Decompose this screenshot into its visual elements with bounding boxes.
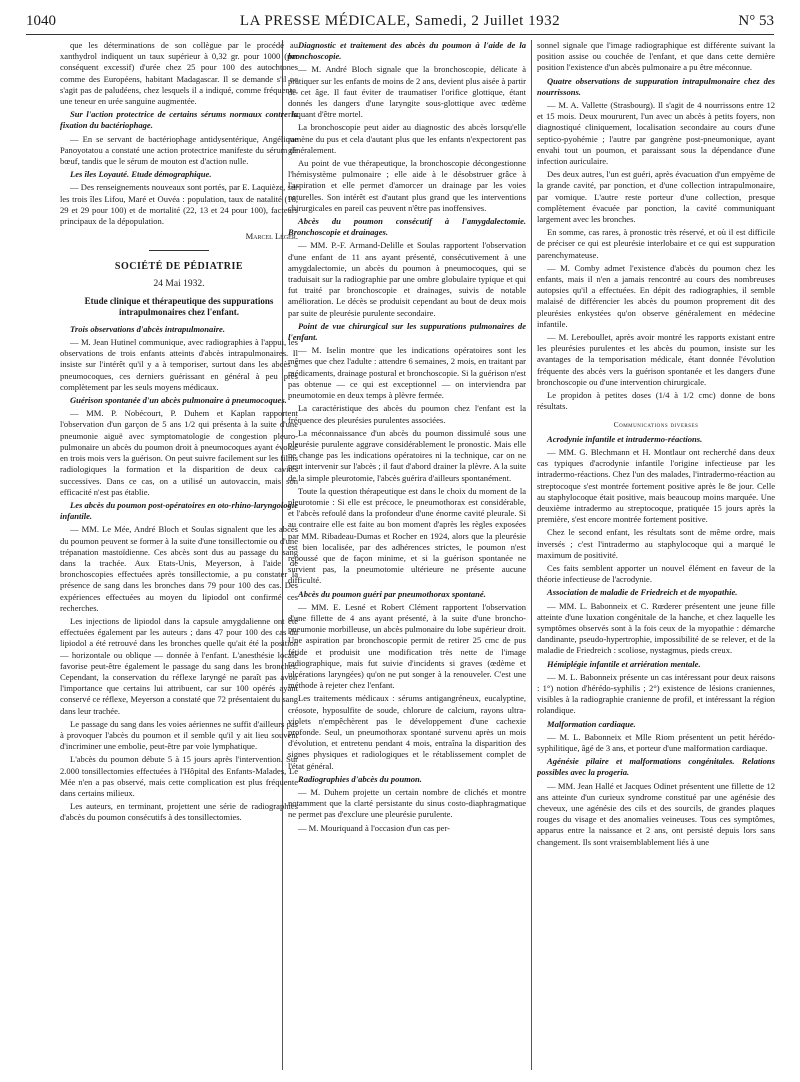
subsection-heading: Communications diverses xyxy=(613,419,699,429)
article-heading: Association de maladie de Friedreich et de myopathie. xyxy=(547,587,738,598)
paragraph: Les auteurs, en terminant, projettent une série de radiographies d'abcès du poumon consécutifs à des tonsillectomies. xyxy=(60,801,298,823)
paragraph: — MM. Jean Hallé et Jacques Odinet présentent une fillette de 12 ans atteinte d'un curieux syndrome constitué par une agénésie des cheveux, une agénésie des cils et des sourcils, de grandes plaques rouges du visage et des anomalies veineuses. Tous ces symptômes, apparus entre la naissance et 2 ans, ont persisté depuis lors sans changement. Ils sont vraisemblablement liés à une xyxy=(537,780,775,847)
section-divider xyxy=(149,250,209,251)
paragraph: — MM. Le Mée, André Bloch et Soulas signalent que les abcès du poumon peuvent se former à la suite d'une tonsillectomie ou d'une trépanation mastoïdienne. Ces abcès sont dus au passage du sang dans la trachée. Aux Etats-Unis, Meyerson, à l'aide de bronchoscopies effectuées après tonsillectomie, a pu constater la présence de sang dans les bronches dans 79 pour 100 des cas. Des expériences effectuées au moyen du lipiodol ont confirmé ces recherches. xyxy=(60,524,298,613)
paragraph: La méconnaissance d'un abcès du poumon dissimulé sous une pleurésie purulente aggrave considérablement le pronostic. Mais elle ne change pas les indications opératoires ni la technique, car on ne peut intervenir sur l'abcès ; il faut d'abord drainer la plèvre. A la suite de la simple pleurotomie, l'abcès guérira d'ailleurs spontanément. xyxy=(288,427,526,483)
article-heading: Guérison spontanée d'un abcès pulmonaire à pneumocoques. xyxy=(70,395,287,406)
paragraph: Chez le second enfant, les résultats sont de même ordre, mais inversés ; c'est l'intradermo au staphylocoque qui a marqué le maximum de positivité. xyxy=(537,527,775,560)
session-theme: Etude clinique et thérapeutique des suppurations intrapulmonaires chez l'enfant. xyxy=(84,295,274,317)
paragraph: — M. L. Babonneix présente un cas intéressant pour deux raisons : 1°) notion d'hérédo-syphilis ; 2°) existence de lésions craniennes, visibles à la radiographie cranienne de profil, et intéressant la région rolandique. xyxy=(537,671,775,716)
paragraph: — M. André Bloch signale que la bronchoscopie, délicate à pratiquer sur les enfants de moins de 2 ans, devient plus aisée à partir de cet âge. Il faut éviter de traumatiser l'orifice glottique, étant donnés les dangers d'une laryngite sous-glottique avec œdème risquant d'être mortel. xyxy=(288,64,526,120)
article-heading: Radiographies d'abcès du poumon. xyxy=(298,773,422,784)
paragraph: — M. L. Babonneix et Mlle Riom présentent un petit hérédo-syphilitique, âgé de 3 ans, et porteur d'une malformation cardiaque. xyxy=(537,731,775,753)
column-divider xyxy=(531,40,532,1070)
paragraph: — M. Duhem projette un certain nombre de clichés et montre notamment que la clarté persistante du sinus costo-diaphragmatique ne permet pas d'exclure une pleurésie purulente. xyxy=(288,787,526,820)
paragraph: Le propidon à petites doses (1/4 à 1/2 cmc) donne de bons résultats. xyxy=(537,390,775,412)
author-signature: Marcel Léger. xyxy=(245,231,298,242)
article-heading: Les abcès du poumon post-opératoires en oto-rhino-laryngologie infantile. xyxy=(60,499,298,522)
paragraph: L'abcès du poumon débute 5 à 15 jours après l'intervention. Sur 2.000 tonsillectomies effectuées à l'Hôpital des Enfants-Malades, Le Mée n'en a pas observé, mais cette complication est plus fréquente dans certains milieux. xyxy=(60,754,298,798)
society-heading: SOCIÉTÉ DE PÉDIATRIE xyxy=(114,261,244,273)
article-heading: Acrodynie infantile et intradermo-réactions. xyxy=(547,433,703,444)
article-heading: Agénésie pilaire et malformations congénitales. Relations possibles avec la progeria. xyxy=(537,756,775,778)
article-heading: Abcès du poumon guéri par pneumothorax spontané. xyxy=(298,588,486,599)
paragraph: Ces faits semblent apporter un nouvel élément en faveur de la théorie infectieuse de l'acrodynie. xyxy=(537,562,775,585)
article-heading: Abcès du poumon consécutif à l'amygdalectomie. Bronchoscopie et drainages. xyxy=(288,216,526,238)
paragraph: — MM. P. Nobécourt, P. Duhem et Kaplan rapportent l'observation d'un garçon de 5 ans 1/2 qui présenta à la suite d'une pneumonie aiguë avec symptomatologie de congestion pleuro-pulmonaire un abcès du poumon droit à pneumocoques ayant évolué en trois mois vers la guérison. On peut suivre facilement sur les films radiologiques la formation et la disparition de deux cavités successives. Dans ce cas, on a utilisé un autovaccin, mais son efficacité n'est pas établie. xyxy=(60,408,298,497)
paragraph: — M. Iselin montre que les indications opératoires sont les mêmes que chez l'adulte : attendre 6 semaines, 2 mois, en traitant par médicaments, drainage postural et bronchoscopie. Si la guérison n'est pas obtenue — ce qui est exceptionnel — on interviendra par pneumotomie en deux temps à plèvre fermée. xyxy=(288,345,526,401)
article-heading: Quatre observations de suppuration intrapulmonaire chez des nourrissons. xyxy=(537,75,775,97)
paragraph: — M. Mouriquand à l'occasion d'un cas per- xyxy=(298,822,450,833)
article-heading: Sur l'action protectrice de certains sérums normaux contre la fixation du bactériophage. xyxy=(60,109,298,131)
session-date: 24 Mai 1932. xyxy=(153,278,205,289)
paragraph: que les déterminations de son collègue par le procédé au xanthydrol indiquent un taux supérieur à 0,32 gr. pour 1000 (par conséquent excessif) d'urée chez 25 pour 100 des autochtones comme des Européens, habitant Madagascar. Il se demande s'il ne s'agit pas de paludéens, chez lesquels il a indiqué, comme fréquente, une teneur en urée sanguine augmentée. xyxy=(60,40,298,107)
paragraph: — M. Comby admet l'existence d'abcès du poumon chez les enfants, mais il n'en a jamais rencontré au cours des nombreuses autopsies qu'il a effectuées. En dépit des radiographies, il semble malaisé de différencier les abcès du poumon proprement dit des pleurésies enkystées qu'on observe généralement en médecine infantile. xyxy=(537,262,775,329)
paragraph: — En se servant de bactériophage antidysentérique, Angélique Panoyotatou a constaté une action protectrice manifeste du sérum de bœuf, tandis que le sérum de mouton est d'action nulle. xyxy=(60,133,298,167)
paragraph: Les traitements médicaux : sérums antigangréneux, eucalyptine, créosote, hyposulfite de soude, chlorure de calcium, rayons ultra-violets n'empêchèrent pas le développement d'une cachexie profonde. Seul, un pneumothorax spontané survenu après un mois d'évolution, et entretenu pendant 4 mois, entraîna la disparition des signes physiques et radiologiques et le rétablissement complet de l'état général. xyxy=(288,693,526,771)
article-heading: Hémiplégie infantile et arriération mentale. xyxy=(547,658,701,669)
paragraph: Le passage du sang dans les voies aériennes ne suffit d'ailleurs pas à provoquer l'abcès du poumon et il semble qu'il y ait lieu souvent d'incriminer une embolie, peut-être par voie lymphatique. xyxy=(60,718,298,752)
article-heading: Les îles Loyauté. Etude démographique. xyxy=(70,169,212,180)
paragraph: — M. A. Vallette (Strasbourg). Il s'agit de 4 nourrissons entre 12 et 15 mois. Deux moururent, l'un avec un abcès à petits foyers, non diagnostiqué cliniquement, localisation secondaire au cours d'une septico-pyohémie ; l'autre par gangrène post-pneumonique, ayant envahi tout un poumon, et paraissant sous la dépendance d'une infection auriculaire. xyxy=(537,100,775,167)
paragraph: Les injections de lipiodol dans la capsule amygdalienne ont été effectuées également par les auteurs ; dans 47 pour 100 des cas du lipiodol a été retrouvé dans les bronches quelle qu'ait été la position — horizontale ou oblique — donnée à l'enfant. L'anesthésie locale favorise peut-être également le passage du sang dans les bronches. Cependant, la conservation du réflexe laryngé ne paraît pas avoir l'importance que certains lui attribuent, car sur 100 opérés ayant conservé ce réflexe, Meyerson a constaté que 72 présentaient du sang dans leur trachée. xyxy=(60,615,298,716)
paragraph: Au point de vue thérapeutique, la bronchoscopie décongestionne l'hémisystème pulmonaire ; elle aide à le désobstruer grâce à l'aspiration et elle permet d'amorcer un drainage par les voies naturelles. Son intérêt est d'autant plus grand que les interventions chirurgicales en pareil cas peuvent n'être pas inoffensives. xyxy=(288,158,526,213)
header-rule xyxy=(26,34,774,35)
article-heading: Malformation cardiaque. xyxy=(547,718,636,729)
paragraph: La caractéristique des abcès du poumon chez l'enfant est la fréquence des pleurésies purulentes associées. xyxy=(288,403,526,425)
page-number: 1040 xyxy=(26,13,56,29)
paragraph: La bronchoscopie peut aider au diagnostic des abcès lorsqu'elle ramène du pus et cela d'autant plus que les enfants n'expectorent pas généralement. xyxy=(288,122,526,155)
article-heading: Trois observations d'abcès intrapulmonaire. xyxy=(70,323,225,334)
journal-title: LA PRESSE MÉDICALE, Samedi, 2 Juillet 1932 xyxy=(239,13,561,29)
column-2 xyxy=(288,40,526,1076)
paragraph: sonnel signale que l'image radiographique est différente suivant la position assise ou couchée de l'enfant, et que dans cette dernière position l'existence d'un abcès pulmonaire a pu être méconnue. xyxy=(537,40,775,73)
paragraph: — MM. G. Blechmann et H. Montlaur ont recherché dans deux cas typiques d'acrodynie infantile l'origine infectieuse par les intradermo-réactions. Chez l'un des malades, l'intradermo-réaction au streptocoque s'est montrée fortement positive après le 8e jour. Celle au staphylocoque était positive, mais beaucoup moins marquée. Une deuxième intradermo au streptocoque, pratiquée 15 jours après la première, s'est encore montrée fortement positive. xyxy=(537,446,775,525)
issue-number: N° 53 xyxy=(738,13,774,29)
paragraph: — MM. E. Lesné et Robert Clément rapportent l'observation d'une fillette de 4 ans ayant présenté, à la suite d'une broncho-pneumonie morbilleuse, un abcès pulmonaire du lobe supérieur droit. Une aspiration par bronchoscopie permit de retirer 25 cmc de pus fétide et produisit une modification très nette de l'image radiographique, mais fut suivie d'incidents si graves (œdème et ulcérations laryngées) qu'on ne put songer à la renouveler. C'est une méthode à rejeter chez l'enfant. xyxy=(288,601,526,691)
paragraph: — Des renseignements nouveaux sont portés, par E. Laquièze, sur les trois îles Lifou, Maré et Ouvéa : population, taux de natalité (18, 29 et 29 pour 100) et de mortalité (22, 13 et 24 pour 100), facteurs principaux de la dépopulation. xyxy=(60,182,298,227)
column-3 xyxy=(537,40,775,1076)
paragraph: — M. Jean Hutinel communique, avec radiographies à l'appui, les observations de trois enfants atteints d'abcès intrapulmonaires. Il insiste sur l'intérêt qu'il y a à temporiser, surtout dans les abcès à pneumocoques, ces derniers guérissant en général à peu près complètement par les seuls moyens médicaux. xyxy=(60,337,298,392)
article-heading: Diagnostic et traitement des abcès du poumon à l'aide de la bronchoscopie. xyxy=(288,40,526,62)
column-1 xyxy=(60,40,298,1076)
paragraph: Toute la question thérapeutique est dans le choix du moment de la pleurotomie : Si elle est précoce, le pneumothorax est considérable, et l'abcès refoulé dans la profondeur d'une énorme cavité pleurale. Si au contraire elle est faite au bon moment d'après les règles exposées par MM. Ribadeau-Dumas et Rocher en 1924, alors que la pleurésie est bien localisée, par des adhérences strictes, le poumon n'est repoussé que de façon minime, et si la guérison spontanée ne survient pas, la pneumotomie ultérieure ne présente aucune difficulté. xyxy=(288,485,526,586)
paragraph: — MM. P.-F. Armand-Delille et Soulas rapportent l'observation d'une enfant de 11 ans ayant présenté, consécutivement à une amygdalectomie, un abcès du poumon à pneumocoques, qui se traduisait sur la radiographie par une ombre globulaire typique et qui fut traité par bronchoscopie et drainages, suivis de notable amélioration. Le décès se produisit cependant au bout de deux mois par suite de pleurésie purulente secondaire. xyxy=(288,240,526,318)
paragraph: Des deux autres, l'un est guéri, après évacuation d'un empyème de la grande cavité, par ponction, et d'une collection intrapulmonaire, par vomique. L'autre reste porteur d'une collection, presque complètement évacuée par ponction, la cavité communiquant largement avec les bronches. xyxy=(537,169,775,225)
paragraph: — M. Lereboullet, après avoir montré les rapports existant entre les pleurésies purulentes et les abcès du poumon, insiste sur les avantages de la temporisation médicale, étant donnée l'évolution fréquente des abcès vers la guérison spontanée et les dangers d'une bronchoscopie ou d'une intervention chirurgicale. xyxy=(537,332,775,387)
paragraph: En somme, cas rares, à pronostic très réservé, et où il est difficile de préciser ce qui est pleurésie interlobaire et ce qui est suppuration parenchymateuse. xyxy=(537,227,775,260)
page-header xyxy=(26,13,774,35)
paragraph: — MM. L. Babonneix et C. Rœderer présentent une jeune fille atteinte d'une luxation congénitale de la hanche, et chez laquelle les symptômes observés sont à la fois ceux de la myopathie : démarche dandinante, pseudo-hypertrophie, impossibilité de se relever, et de la maladie de Friedreich : scoliose, nystagmus, pieds creux. xyxy=(537,600,775,656)
article-heading: Point de vue chirurgical sur les suppurations pulmonaires de l'enfant. xyxy=(288,320,526,343)
